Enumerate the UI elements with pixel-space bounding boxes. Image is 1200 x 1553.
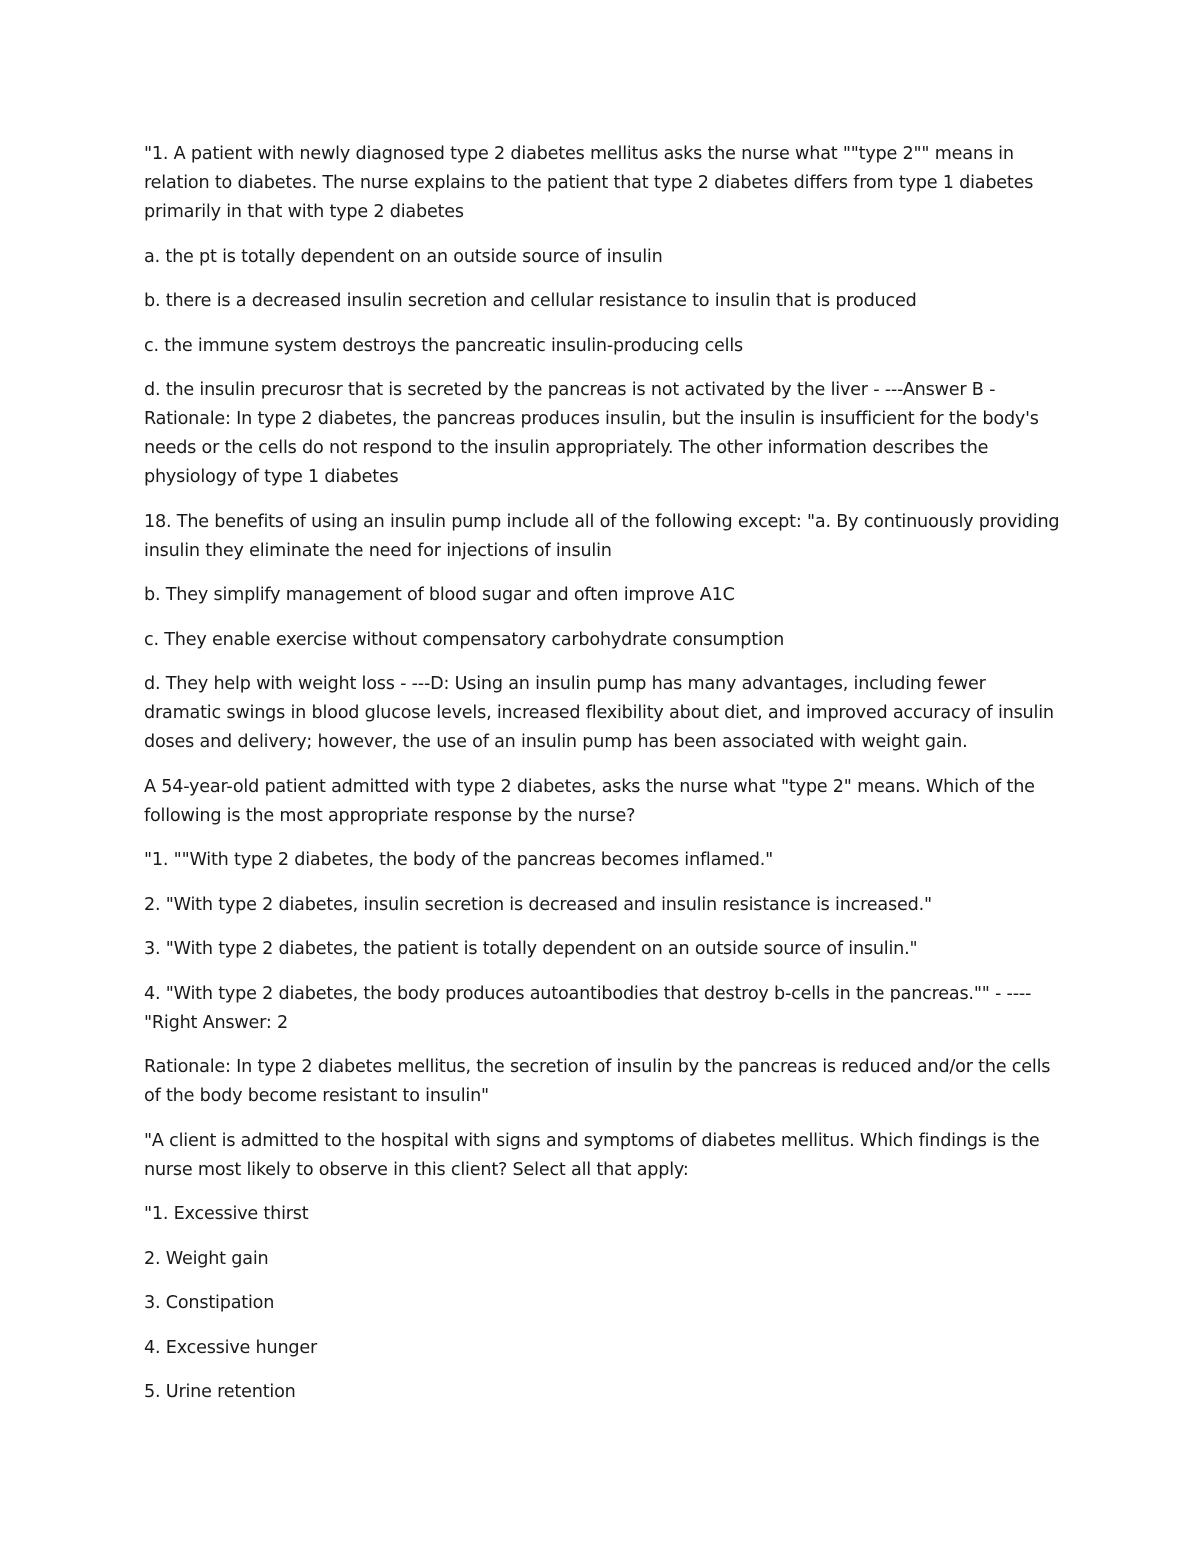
- question-4-option-2: 2. Weight gain: [144, 1248, 269, 1269]
- question-3-option-3: 3. "With type 2 diabetes, the patient is totally dependent on an outside source of insulin.": [144, 939, 918, 959]
- question-1-stem: "1. A patient with newly diagnosed type 2 diabetes mellitus asks the nurse what ""type 2"" means in relation to diabetes. The nurse explains to the patient that type 2 diabetes differs from type 1 diabetes primarily in that with type 2 diabetes: [144, 144, 1034, 222]
- question-4-option-4: 4. Excessive hunger: [144, 1337, 318, 1358]
- question-4-option-3: 3. Constipation: [144, 1293, 275, 1313]
- question-3-option-1: "1. ""With type 2 diabetes, the body of the pancreas becomes inflamed.": [144, 850, 774, 870]
- question-1-option-d-answer: d. the insulin precurosr that is secreted by the pancreas is not activated by the liver - ---Answer B - Rationale: In type 2 diabetes, the pancreas produces insulin, but the insulin is insufficient for the body's needs or the cells do not respond to the insulin appropriately. The other information describes the physiology of type 1 diabetes: [144, 380, 1039, 487]
- question-4-stem: "A client is admitted to the hospital with signs and symptoms of diabetes mellitus. Which findings is the nurse most likely to observe in this client? Select all that apply:: [144, 1130, 1040, 1180]
- question-1-option-b: b. there is a decreased insulin secretion and cellular resistance to insulin that is produced: [144, 291, 917, 311]
- question-1-option-c: c. the immune system destroys the pancreatic insulin-producing cells: [144, 335, 744, 356]
- question-4-option-5: 5. Urine retention: [144, 1382, 296, 1402]
- question-3-option-2: 2. "With type 2 diabetes, insulin secretion is decreased and insulin resistance is increased.": [144, 894, 932, 915]
- question-3-option-4-answer: 4. "With type 2 diabetes, the body produces autoantibodies that destroy b-cells in the pancreas."" - ----"Right Answer: 2: [144, 983, 1032, 1033]
- question-3-stem: A 54-year-old patient admitted with type 2 diabetes, asks the nurse what "type 2" means. Which of the following is the most appropriate response by the nurse?: [144, 776, 1035, 826]
- question-18-option-d-answer: d. They help with weight loss - ---D: Using an insulin pump has many advantages, including fewer dramatic swings in blood glucose levels, increased flexibility about diet, and improved accuracy of insulin doses and delivery; however, the use of an insulin pump has been associated with weight gain.: [144, 674, 1054, 752]
- question-4-option-1: "1. Excessive thirst: [144, 1204, 309, 1224]
- question-18-option-c: c. They enable exercise without compensatory carbohydrate consumption: [144, 629, 785, 650]
- question-18-stem: 18. The benefits of using an insulin pump include all of the following except: "a. By continuously providing insulin they eliminate the need for injections of insulin: [144, 511, 1060, 561]
- question-1-option-a: a. the pt is totally dependent on an outside source of insulin: [144, 246, 663, 267]
- question-3-rationale: Rationale: In type 2 diabetes mellitus, the secretion of insulin by the pancreas is reduced and/or the cells of the body become resistant to insulin": [144, 1057, 1051, 1106]
- document-page: [144, 140, 1064, 1423]
- question-18-option-b: b. They simplify management of blood sugar and often improve A1C: [144, 585, 735, 605]
